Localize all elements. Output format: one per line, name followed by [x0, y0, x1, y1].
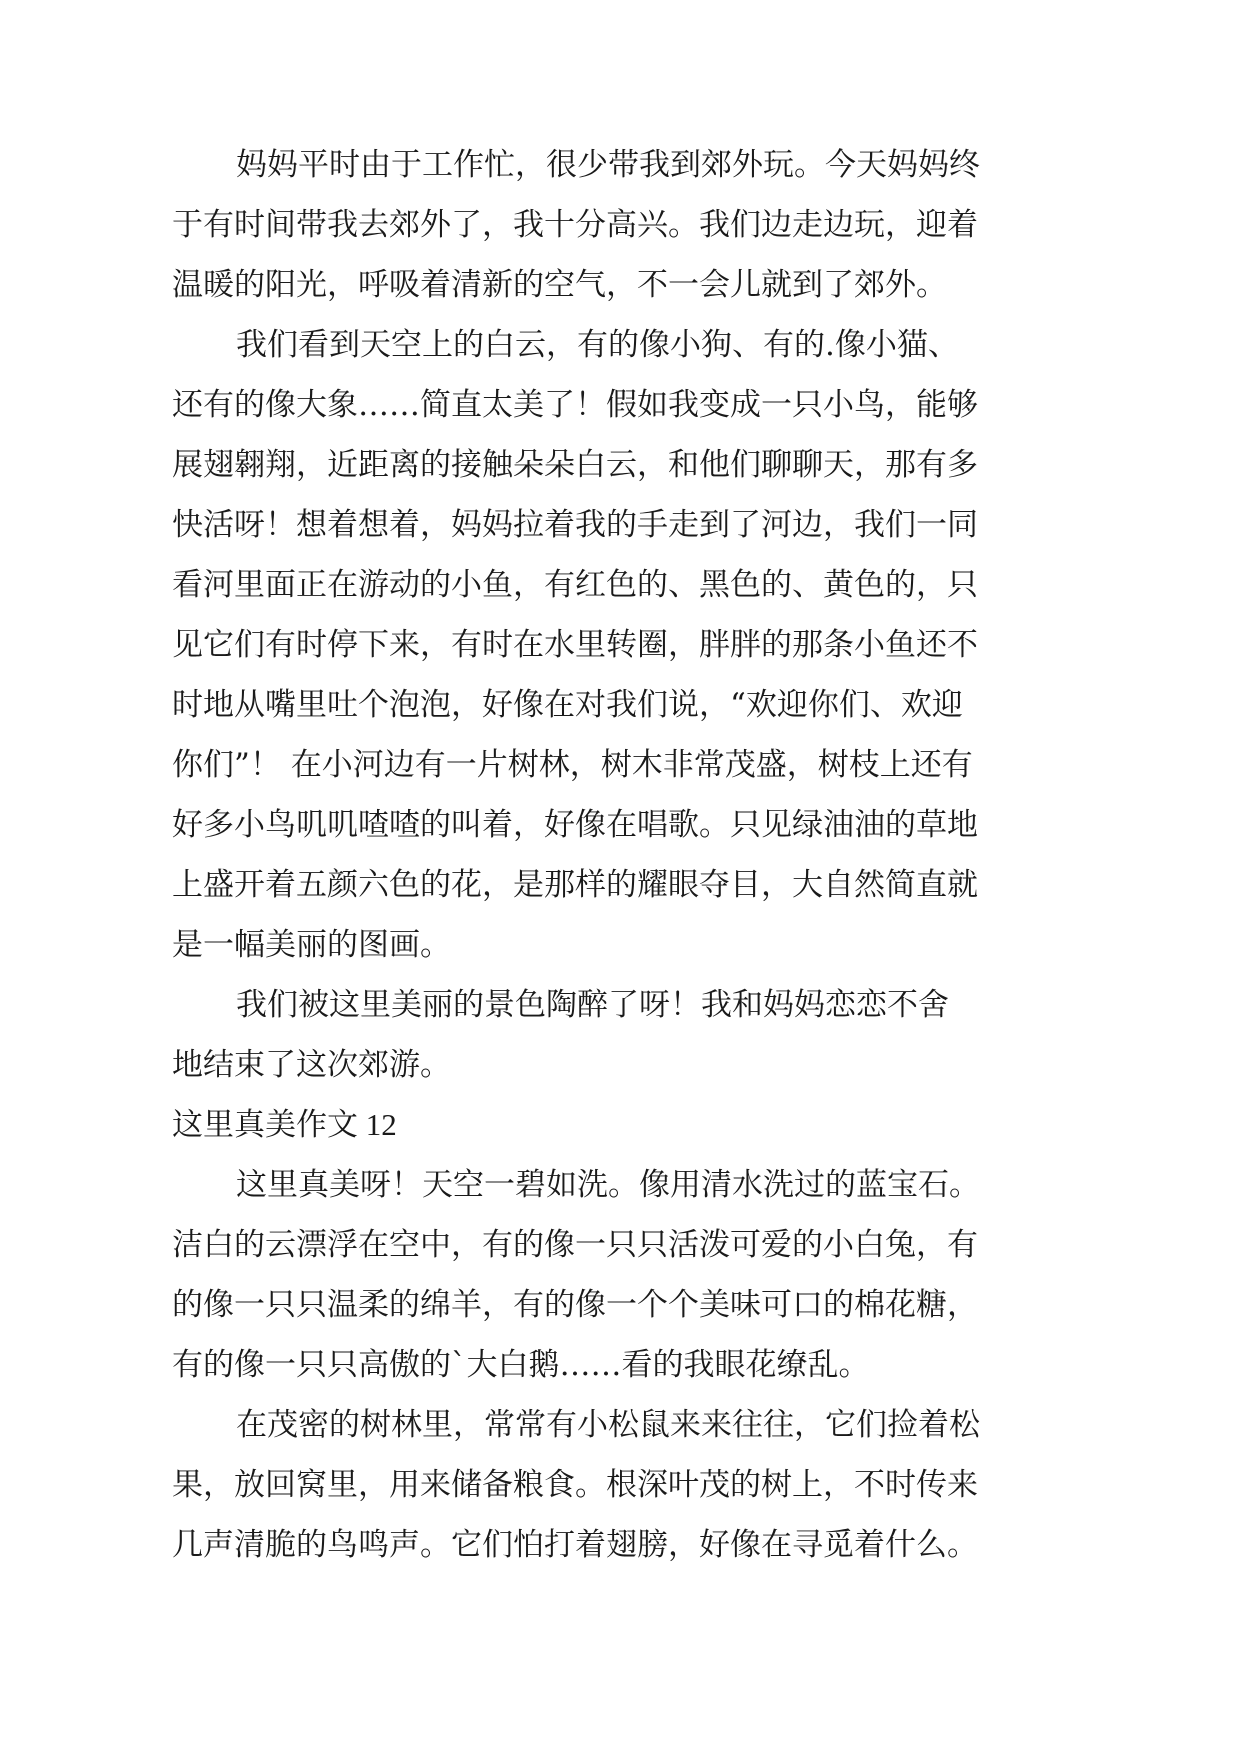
paragraph-line: 时地从嘴里吐个泡泡，好像在对我们说，“欢迎你们、欢迎 [172, 687, 963, 723]
paragraph-line: 于有时间带我去郊外了，我十分高兴。我们边走边玩，迎着 [172, 207, 978, 243]
paragraph-line: 我们看到天空上的白云，有的像小狗、有的.像小猫、 [236, 327, 959, 363]
paragraph-line: 温暖的阳光，呼吸着清新的空气，不一会儿就到了郊外。 [172, 267, 947, 303]
paragraph-line: 妈妈平时由于工作忙，很少带我到郊外玩。今天妈妈终 [236, 147, 980, 183]
paragraph-line: 还有的像大象……简直太美了！假如我变成一只小鸟，能够 [172, 387, 978, 423]
paragraph-line: 展翅翱翔，近距离的接触朵朵白云，和他们聊聊天，那有多 [172, 447, 978, 483]
paragraph-line: 是一幅美丽的图画。 [172, 927, 451, 963]
paragraph-line: 果，放回窝里，用来储备粮食。根深叶茂的树上，不时传来 [172, 1467, 978, 1503]
paragraph-line: 看河里面正在游动的小鱼，有红色的、黑色的、黄色的，只 [172, 567, 978, 603]
paragraph-line: 见它们有时停下来，有时在水里转圈，胖胖的那条小鱼还不 [172, 627, 978, 663]
section-heading: 这里真美作文 12 [172, 1107, 397, 1142]
paragraph-line: 你们”！ 在小河边有一片树林，树木非常茂盛，树枝上还有 [172, 747, 973, 783]
paragraph-line: 好多小鸟叽叽喳喳的叫着，好像在唱歌。只见绿油油的草地 [172, 807, 978, 843]
paragraph-line: 的像一只只温柔的绵羊，有的像一个个美味可口的棉花糖， [172, 1287, 978, 1323]
paragraph-line: 几声清脆的鸟鸣声。它们怕打着翅膀，好像在寻觅着什么。 [172, 1527, 978, 1563]
paragraph-line: 上盛开着五颜六色的花，是那样的耀眼夺目，大自然简直就 [172, 867, 978, 903]
paragraph-line: 我们被这里美丽的景色陶醉了呀！我和妈妈恋恋不舍 [236, 987, 949, 1023]
paragraph-line: 洁白的云漂浮在空中，有的像一只只活泼可爱的小白兔，有 [172, 1227, 978, 1263]
paragraph-line: 这里真美呀！天空一碧如洗。像用清水洗过的蓝宝石。 [236, 1167, 980, 1203]
paragraph-line: 地结束了这次郊游。 [172, 1047, 451, 1083]
paragraph-line: 有的像一只只高傲的`大白鹅……看的我眼花缭乱。 [172, 1347, 870, 1383]
paragraph-line: 在茂密的树林里，常常有小松鼠来来往往，它们捡着松 [236, 1407, 980, 1443]
paragraph-line: 快活呀！想着想着，妈妈拉着我的手走到了河边，我们一同 [172, 507, 978, 543]
